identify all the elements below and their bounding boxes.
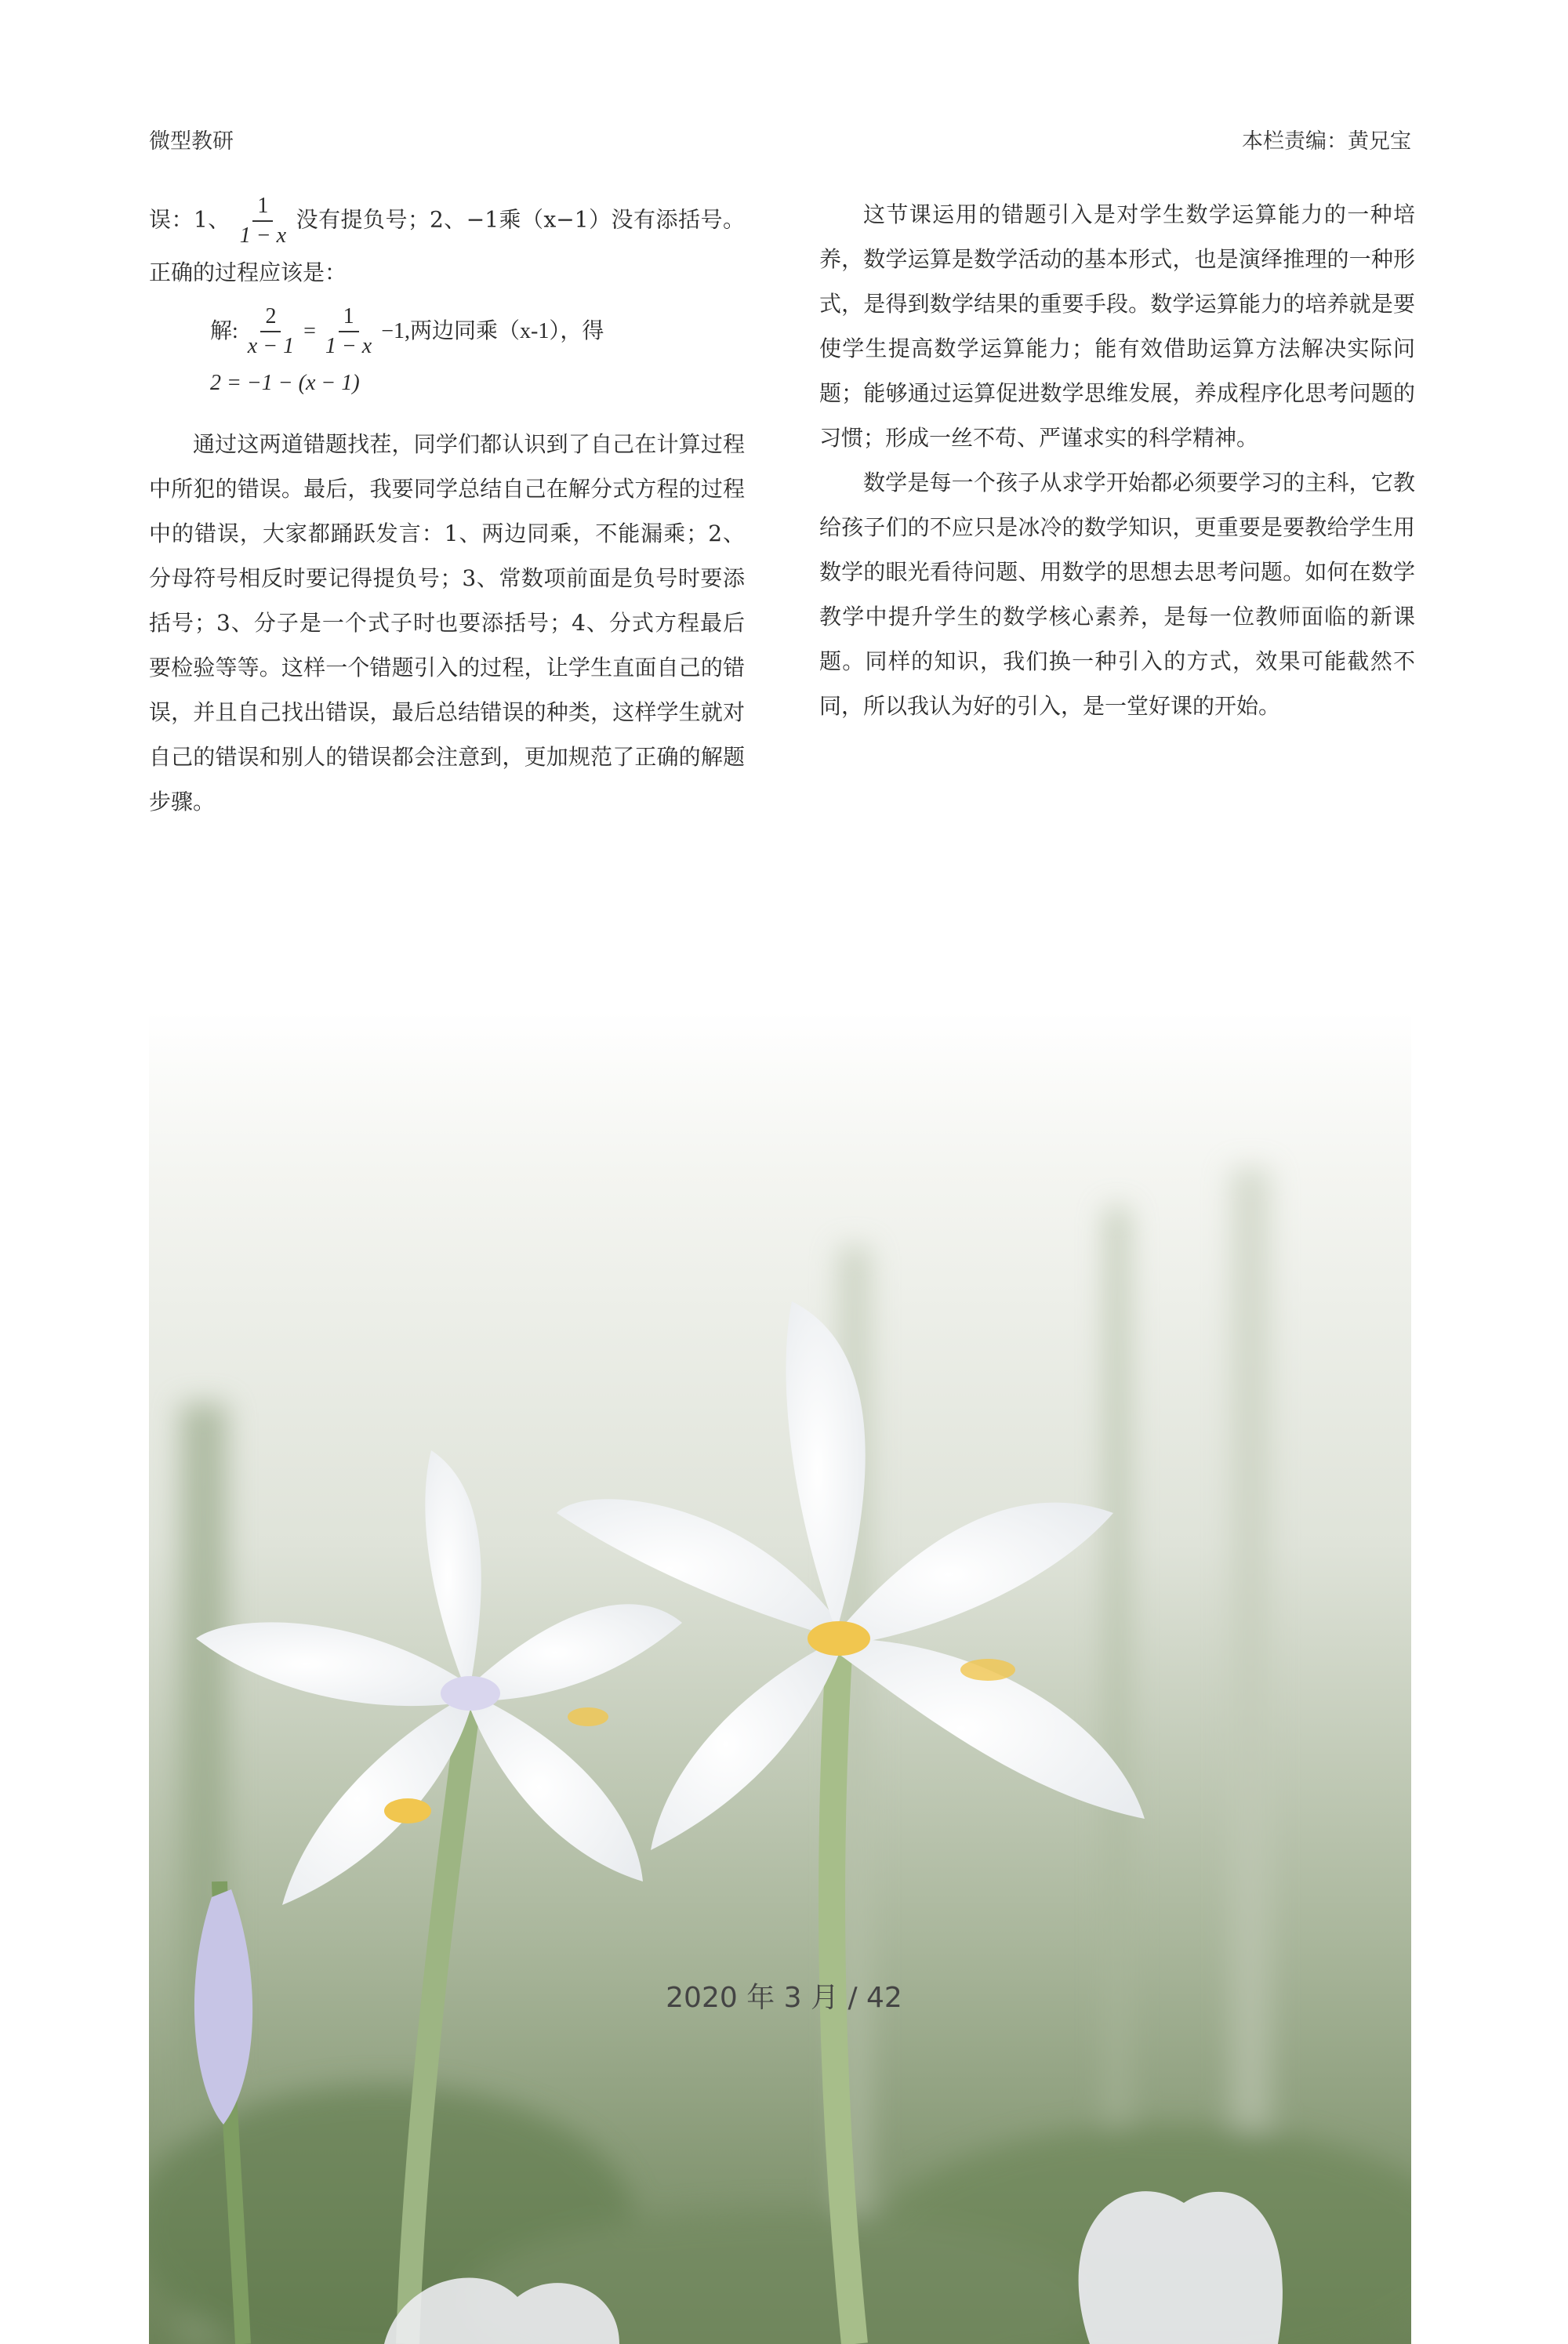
denominator: 1 − x xyxy=(325,334,372,358)
denominator: 1 − x xyxy=(239,223,287,248)
page-footer: 2020 年 3 月 / 42 xyxy=(666,1982,902,2014)
equation-line-2: 2 = −1 − (x − 1) xyxy=(210,371,360,395)
equation-prefix: 解: xyxy=(210,319,238,343)
numerator: 1 xyxy=(339,303,359,332)
fraction xyxy=(321,303,376,361)
equals-sign: = xyxy=(303,319,316,343)
section-title: 微型教研 xyxy=(149,129,234,154)
flower-photo xyxy=(149,1011,1411,2344)
equation-block xyxy=(149,303,745,406)
paragraph: 通过这两道错题找茬，同学们都认识到了自己在计算过程中所犯的错误。最后，我要同学总结自己在解分式方程的过程中的错误，大家都踊跃发言：1、两边同乘，不能漏乘；2、分母符号相反时要记得提负号；3、常数项前面是负号时要添括号；3、分子是一个式子时也要添括号；4、分式方程最后要检验等等。这样一个错题引入的过程，让学生直面自己的错误，并且自己找出错误，最后总结错误的种类，这样学生就对自己的错误和别人的错误都会注意到，更加规范了正确的解题步骤。 xyxy=(149,431,745,815)
left-column xyxy=(149,192,745,824)
text-run: 没有提负号；2、−1乘（x−1）没有添括号。正确的过程应该是： xyxy=(149,206,745,285)
equation-suffix: −1,两边同乘（x-1），得 xyxy=(381,319,604,343)
paragraph xyxy=(149,192,745,295)
editor-credit: 本栏责编：黄兄宝 xyxy=(1242,129,1411,154)
equation-line xyxy=(210,303,745,361)
numerator: 1 xyxy=(252,192,273,222)
paragraph: 这节课运用的错题引入是对学生数学运算能力的一种培养，数学运算是数学活动的基本形式，也是演绎推理的一种形式，是得到数学结果的重要手段。数学运算能力的培养就是要使学生提高数学运算能力；能有效借助运算方法解决实际问题；能够通过运算促进数学思维发展，养成程序化思考问题的习惯；形成一丝不苟、严谨求实的科学精神。 xyxy=(819,201,1415,451)
text-run: 误：1、 xyxy=(149,206,230,233)
paragraph: 数学是每一个孩子从求学开始都必须要学习的主科，它教给孩子们的不应只是冰冷的数学知识，更重要是要教给学生用数学的眼光看待问题、用数学的思想去思考问题。如何在数学教学中提升学生的数学核心素养，是每一位教师面临的新课题。同样的知识，我们换一种引入的方式，效果可能截然不同，所以我认为好的引入，是一堂好课的开始。 xyxy=(819,470,1415,719)
right-column xyxy=(819,192,1415,728)
numerator: 2 xyxy=(260,303,281,332)
fraction xyxy=(243,303,299,361)
fraction xyxy=(235,192,291,250)
denominator: x − 1 xyxy=(247,334,295,358)
flower-illustration xyxy=(149,1011,1411,2344)
